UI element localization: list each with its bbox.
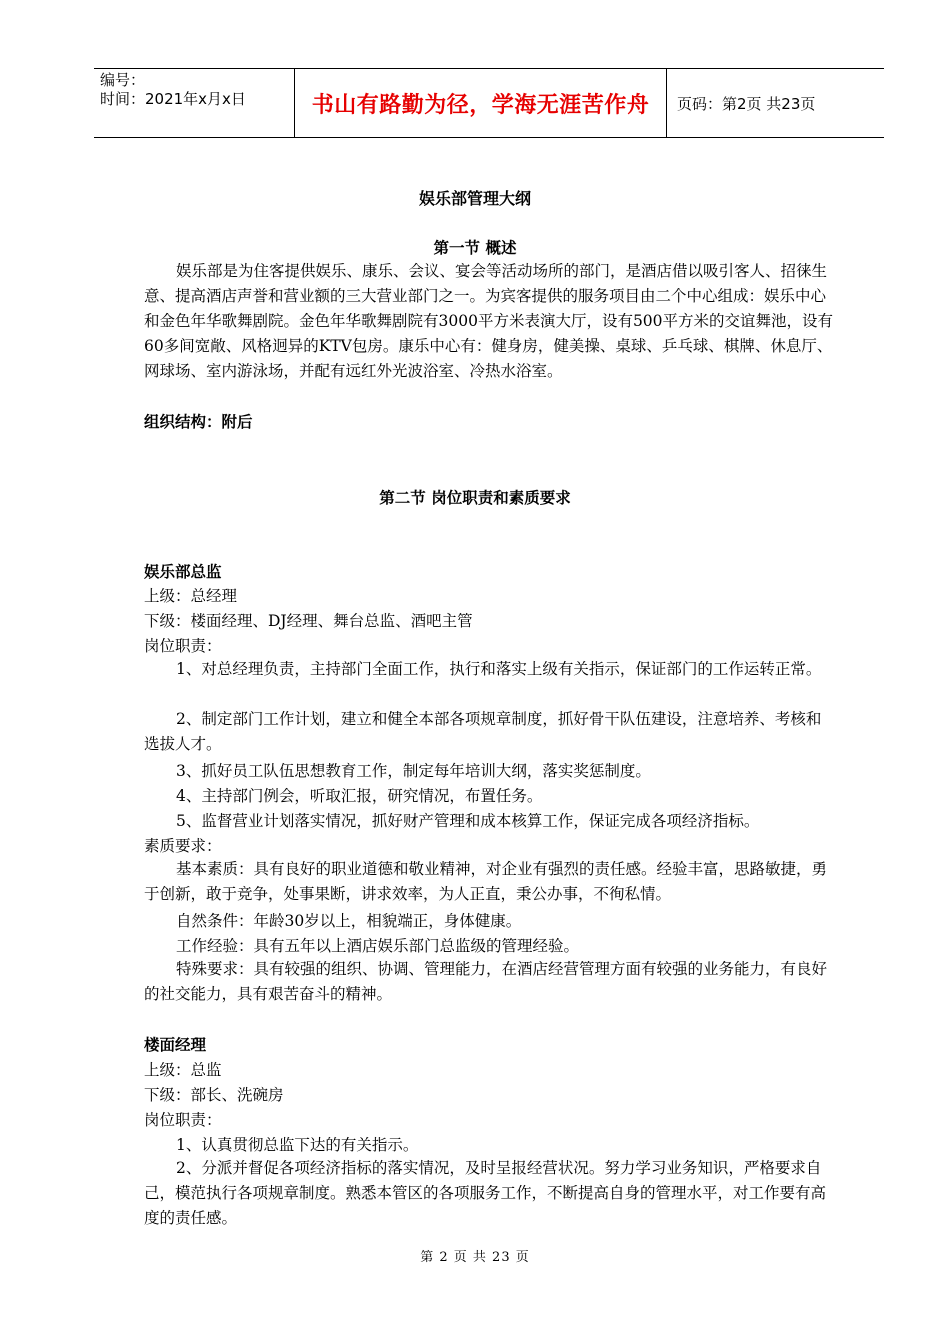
- director-duty-1: 1、对总经理负责，主持部门全面工作，执行和落实上级有关指示，保证部门的工作运转正常。: [176, 660, 822, 678]
- floor-manager-duties-label: 岗位职责：: [144, 1111, 222, 1129]
- org-structure: 组织结构：附后: [144, 412, 253, 431]
- document-title: 娱乐部管理大纲: [418, 189, 531, 208]
- number-label: 编号：: [100, 71, 146, 89]
- time-label: 时间：2021年x月x日: [100, 90, 246, 108]
- page-header: [94, 68, 884, 138]
- director-superior: 上级：总经理: [144, 587, 238, 605]
- director-quality-special: 特殊要求：具有较强的组织、协调、管理能力，在酒店经营管理方面有较强的业务能力，有良好的社交能力，具有艰苦奋斗的精神。: [144, 960, 828, 1003]
- floor-manager-subordinate: 下级：部长、洗碗房: [144, 1086, 284, 1104]
- director-subordinate: 下级：楼面经理、DJ经理、舞台总监、酒吧主管: [144, 612, 473, 630]
- section1-heading: 第一节 概述: [433, 238, 517, 257]
- director-duty-2: 2、制定部门工作计划，建立和健全本部各项规章制度，抓好骨干队伍建设，注意培养、考核和选拔人才。: [144, 710, 822, 753]
- section2-heading: 第二节 岗位职责和素质要求: [379, 488, 571, 507]
- director-quality-label: 素质要求：: [144, 837, 222, 855]
- director-quality-basic: 基本素质：具有良好的职业道德和敬业精神，对企业有强烈的责任感。经验丰富，思路敏捷，勇于创新，敢于竞争，处事果断，讲求效率，为人正直，秉公办事，不徇私情。: [144, 860, 828, 903]
- header-meta: [94, 69, 294, 137]
- director-duty-3: 3、抓好员工队伍思想教育工作，制定每年培训大纲，落实奖惩制度。: [176, 762, 651, 780]
- page-footer: 第 2 页 共 23 页: [420, 1250, 530, 1265]
- header-page-info: 页码：第2页 共23页: [677, 94, 816, 113]
- director-quality-natural: 自然条件：年龄30岁以上，相貌端正，身体健康。: [176, 912, 522, 930]
- header-motto: 书山有路勤为径，学海无涯苦作舟: [294, 69, 667, 137]
- director-quality-experience: 工作经验：具有五年以上酒店娱乐部门总监级的管理经验。: [176, 937, 580, 955]
- director-title: 娱乐部总监: [144, 562, 222, 581]
- director-duty-5: 5、监督营业计划落实情况，抓好财产管理和成本核算工作，保证完成各项经济指标。: [176, 812, 760, 830]
- director-duties-label: 岗位职责：: [144, 637, 222, 655]
- floor-manager-duty-2: 2、分派并督促各项经济指标的落实情况，及时呈报经营状况。努力学习业务知识，严格要求自己，模范执行各项规章制度。熟悉本管区的各项服务工作，不断提高自身的管理水平，对工作要有高度的责任感。: [144, 1159, 827, 1227]
- floor-manager-duty-1: 1、认真贯彻总监下达的有关指示。: [176, 1136, 419, 1154]
- section1-paragraph: 娱乐部是为住客提供娱乐、康乐、会议、宴会等活动场所的部门，是酒店借以吸引客人、招徕生意、提高酒店声誉和营业额的三大营业部门之一。为宾客提供的服务项目由二个中心组成：娱乐中心和金色年华歌舞剧院。金色年华歌舞剧院有3000平方米表演大厅，设有500平方米的交谊舞池，设有60多间宽敞、风格迥异的KTV包房。康乐中心有：健身房，健美操、桌球、乒乓球、棋牌、休息厅、网球场、室内游泳场，并配有远红外光波浴室、冷热水浴室。: [144, 262, 834, 380]
- director-duty-4: 4、主持部门例会，听取汇报，研究情况，布置任务。: [176, 787, 543, 805]
- floor-manager-title: 楼面经理: [144, 1035, 207, 1054]
- floor-manager-superior: 上级：总监: [144, 1061, 222, 1079]
